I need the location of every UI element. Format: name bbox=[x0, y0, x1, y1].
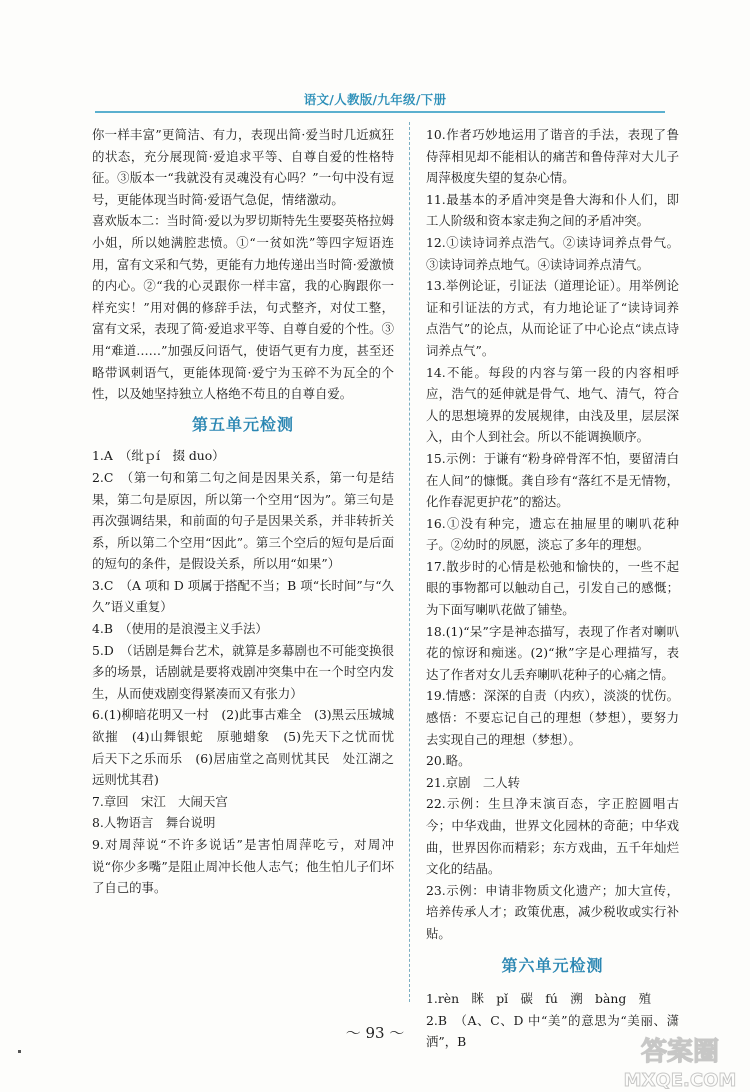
right-paragraph: 16.①没有种完，遗忘在抽屉里的喇叭花种子。②幼时的夙愿，淡忘了多年的理想。 bbox=[426, 515, 679, 553]
left-paragraph: 5.D （话剧是舞台艺术，就算是多幕剧也不可能变换很多的场景，话剧就是要将戏剧冲突集中在一个时空内发生，从而使戏剧变得紧凑而又有张力） bbox=[92, 642, 394, 701]
page-header bbox=[0, 0, 750, 116]
left-paragraph: 8.人物语言 舞台说明 bbox=[92, 815, 216, 831]
right-paragraph: 11.最基本的矛盾冲突是鲁大海和仆人们，即工人阶级和资本家走狗之间的矛盾冲突。 bbox=[426, 191, 679, 229]
right-paragraph: 13.举例论证，引证法（道理论证）。用举例论证和引证法的方式，有力地论证了“读诗词养点浩气”的论点，从而论证了中心论点“读点诗词养点气”。 bbox=[426, 278, 679, 358]
left-paragraph: 2.C （第一句和第二句之间是因果关系，第一句是结果，第二句是原因，所以第一个空用“因为”。第三句是再次强调结果，和前面的句子是因果关系，并非转折关系，所以第二个空用“因此”。第三个空后的短句是后面的短句的条件，是假设关系，所以用“如果”） bbox=[92, 469, 394, 572]
right-paragraph: 2.B （A、C、D 中“美”的意思为“美丽、潇洒”，B bbox=[426, 1012, 679, 1050]
section-heading: 第六单元检测 bbox=[501, 955, 604, 975]
right-paragraph: 10.作者巧妙地运用了谐音的手法，表现了鲁侍萍相见却不能相认的痛苦和鲁侍萍对大儿子周萍极度失望的复杂心情。 bbox=[426, 127, 679, 186]
right-paragraph: 19.情感：深深的自责（内疚），淡淡的忧伤。感悟：不要忘记自己的理想（梦想），要努力去实现自己的理想（梦想）。 bbox=[426, 688, 679, 747]
right-paragraph: 15.示例：于谦有“粉身碎骨浑不怕，要留清白在人间”的慷慨。龚自珍有“落红不是无情物，化作春泥更护花”的豁达。 bbox=[426, 450, 679, 510]
left-paragraph: 4.B （使用的是浪漫主义手法） bbox=[92, 621, 268, 637]
left-paragraph: 9.对周萍说“不许多说话”是害怕周萍吃亏，对周冲说“你少多嘴”是阻止周冲长他人志气；他生怕儿子们坏了自己的事。 bbox=[92, 837, 394, 896]
left-paragraph: 喜欢版本二：当时简·爱以为罗切斯特先生要娶英格拉姆小姐，所以她满腔悲愤。①“一贫如洗”等四字短语连用，富有文采和气势，更能有力地传递出当时简·爱激愤的内心。②“我的心灵跟你一样丰富，我的心胸跟你一样充实！”用对偶的修辞手法，句式整齐，对仗工整，富有文采，表现了简·爱追求平等、自尊自爱的个性。③用“难道……”加强反问语气，使语气更有力度，甚至还略带讽刺语气，更能体现简·爱宁为玉碎不为瓦全的个性，以及她坚持独立人格绝不苟且的自尊自爱。 bbox=[92, 213, 394, 402]
book-title: 语文/人教版/九年级/下册 bbox=[303, 92, 447, 107]
left-column bbox=[92, 124, 407, 899]
section-heading: 第五单元检测 bbox=[191, 414, 294, 434]
watermark-text-url: MXQE.COM bbox=[623, 1070, 737, 1091]
right-paragraph: 1.rèn 眯 pǐ 碳 fú 溯 bàng 殖 bbox=[426, 991, 652, 1007]
left-paragraph: 1.A （纰ｐí 掇 duo） bbox=[92, 448, 225, 464]
right-paragraph: 20.略。 bbox=[426, 753, 471, 769]
page-number: ～ 93 ～ bbox=[345, 1024, 405, 1042]
right-column bbox=[426, 124, 679, 1053]
right-paragraph: 21.京剧 二人转 bbox=[426, 774, 521, 790]
right-paragraph: 22.示例：生旦净末演百态，字正腔圆唱古今；中华戏曲，世界文化园林的奇葩；中华戏曲，世界因你而精彩；东方戏曲，五千年灿烂文化的结晶。 bbox=[426, 796, 679, 877]
right-paragraph: 23.示例：申请非物质文化遗产；加大宣传，培养传承人才；政策优惠，减少税收或实行补贴。 bbox=[426, 882, 679, 941]
right-paragraph: 12.①读诗词养点浩气。②读诗词养点骨气。③读诗词养点地气。④读诗词养点清气。 bbox=[426, 234, 679, 272]
watermark-text-main: 答案圈 bbox=[640, 1037, 720, 1067]
column-divider bbox=[409, 122, 410, 1002]
left-paragraph: 6.(1)柳暗花明又一村 (2)此事古难全 (3)黑云压城城欲摧 (4)山舞银蛇 原驰蜡象 (5)先天下之忧而忧 后天下之乐而乐 (6)居庙堂之高则忧其民 处江湖之远则忧其君) bbox=[92, 707, 407, 788]
header-rule bbox=[95, 111, 665, 113]
left-paragraph: 3.C （A 项和 D 项属于搭配不当；B 项“长时间”与“久久”语义重复） bbox=[92, 577, 394, 615]
scan-mark bbox=[18, 1050, 21, 1053]
right-paragraph: 17.散步时的心情是松弛和愉快的，一些不起眼的事物都可以触动自己，引发自己的感慨；为下面写喇叭花做了铺垫。 bbox=[426, 558, 679, 618]
right-paragraph: 14.不能。每段的内容与第一段的内容相呼应，浩气的延伸就是骨气、地气、清气，符合人的思想境界的发展规律，由浅及里，层层深入，由个人到社会。所以不能调换顺序。 bbox=[426, 364, 679, 445]
left-paragraph: 你一样丰富”更简洁、有力，表现出简·爱当时几近疯狂的状态，充分展现简·爱追求平等、自尊自爱的性格特征。③版本一“我就没有灵魂没有心吗？”一句中没有逗号，更能体现当时简·爱语气急促，情绪激动。 bbox=[92, 127, 394, 207]
site-watermark-logo bbox=[615, 1030, 745, 1092]
left-paragraph: 7.章回 宋江 大闹天宫 bbox=[92, 793, 228, 809]
right-paragraph: 18.(1)“呆”字是神态描写，表现了作者对喇叭花的惊讶和痴迷。(2)“揪”字是心理描写，表达了作者对女儿丢弃喇叭花种子的心痛之情。 bbox=[426, 623, 679, 682]
